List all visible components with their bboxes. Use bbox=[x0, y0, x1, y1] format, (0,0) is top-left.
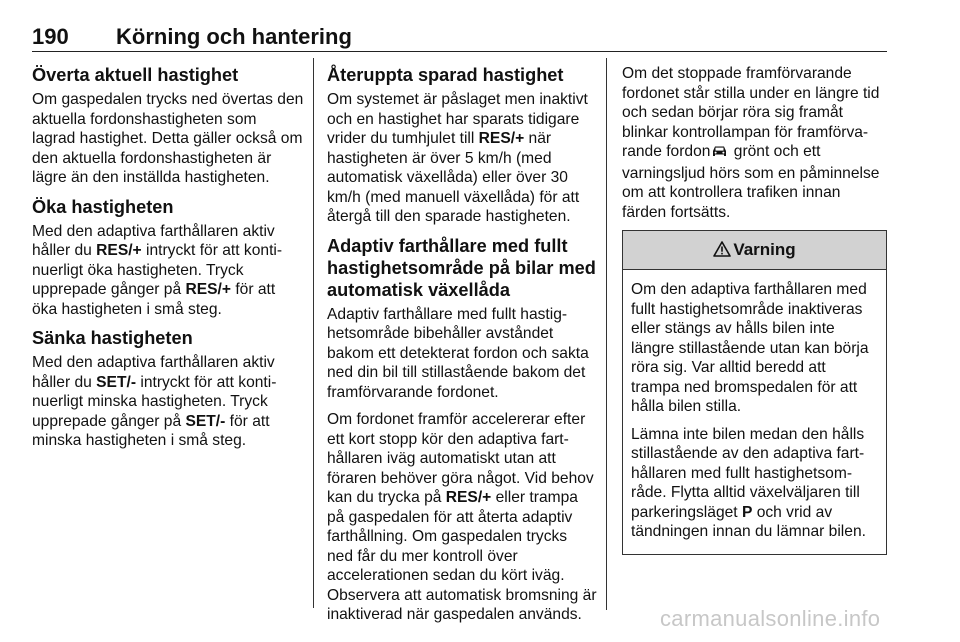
section-heading: Adaptiv farthållare med fullt hastighetsområde på bilar med automatisk växellåda bbox=[327, 235, 596, 300]
section-resume-speed bbox=[327, 64, 597, 227]
column-divider-2 bbox=[606, 58, 607, 610]
section-paragraph bbox=[327, 90, 597, 227]
section-increase-speed bbox=[32, 196, 304, 320]
text-run: och vrid av tändningen innan du lämnar bilen. bbox=[631, 503, 866, 540]
control-label: RES/+ bbox=[185, 281, 231, 298]
text-run: Om systemet är påslaget men inaktivt och en hastighet har sparats tidigare vrider du tumhjulet till bbox=[327, 91, 588, 147]
column-2 bbox=[327, 64, 597, 633]
warning-box bbox=[622, 230, 887, 555]
section-heading: Överta aktuell hastighet bbox=[32, 65, 239, 85]
text-run: för att minska hastigheten i små steg. bbox=[32, 412, 270, 449]
column-1 bbox=[32, 64, 304, 459]
text-run: Om fordonet framför accelererar efter ett kort stopp kör den adaptiva fart-hållaren iväg automatiskt utan att föraren behöver göra något. Vid behov kan du trycka på bbox=[327, 411, 594, 506]
text-run: för att öka hastigheten i små steg. bbox=[32, 281, 276, 318]
text-run: grönt och ett varningsljud hörs som en påminnelse om att kontrollera trafiken innan färden fortsätts. bbox=[622, 143, 880, 221]
section-heading: Sänka hastigheten bbox=[32, 328, 193, 348]
control-label: SET/- bbox=[96, 373, 137, 391]
section-take-over-speed bbox=[32, 64, 304, 188]
vehicle-ahead-icon bbox=[712, 144, 727, 164]
section-paragraph bbox=[32, 353, 304, 451]
control-label: SET/- bbox=[185, 412, 226, 430]
warning-paragraph bbox=[631, 425, 878, 542]
text-run: intryckt för att konti-nuerligt minska hastigheten. Tryck upprepade gånger på bbox=[32, 373, 277, 430]
section-full-speed-range bbox=[327, 235, 597, 625]
header-divider bbox=[32, 51, 887, 52]
section-paragraph bbox=[622, 64, 887, 222]
section-heading: Öka hastigheten bbox=[32, 196, 174, 217]
section-paragraph bbox=[32, 222, 304, 320]
section-paragraph bbox=[327, 410, 597, 625]
text-run: Med den adaptiva farthållaren aktiv håller du bbox=[32, 354, 275, 391]
column-divider-1 bbox=[313, 58, 314, 608]
chapter-title: Körning och hantering bbox=[116, 24, 352, 49]
control-label: RES/+ bbox=[445, 489, 492, 506]
text-run: intryckt för att konti-nuerligt öka hastigheten. Tryck upprepade gånger på bbox=[32, 242, 283, 298]
section-decrease-speed bbox=[32, 327, 304, 451]
warning-paragraph: Om den adaptiva farthållaren med fullt hastighetsområde inaktiveras eller stängs av hålls bilen inte längre stillastående utan kan börja röra sig. Var alltid beredd att trampa ned bromspedalen för att hålla bilen stilla. bbox=[631, 281, 869, 415]
control-label: P bbox=[741, 503, 753, 521]
control-label: RES/+ bbox=[96, 242, 142, 259]
warning-triangle-icon bbox=[713, 233, 731, 271]
text-run: Med den adaptiva farthållaren aktiv håller du bbox=[32, 222, 275, 259]
watermark: carmanualsonline.info bbox=[660, 606, 881, 631]
page-header bbox=[32, 24, 887, 50]
section-paragraph: Adaptiv farthållare med fullt hastig-hetsområde bibehåller avståndet bakom ett detekterat fordon och sakta ned din bil till stillastående bakom det framförvarande fordonet. bbox=[327, 305, 589, 401]
section-paragraph: Om gaspedalen trycks ned övertas den aktuella fordonshastigheten som lagrad hastighet. Detta gäller också om den aktuella fordonshastigheten är lägre än den inställda hastigheten. bbox=[32, 91, 304, 186]
text-run: Om det stoppade framförvarande fordonet står stilla under en längre tid och sedan börjar röra sig framåt blinkar kontrollampan för framförva-rande fordon bbox=[622, 65, 880, 160]
column-3 bbox=[622, 64, 887, 555]
text-run: när hastigheten är över 5 km/h (med automatisk växellåda) eller över 30 km/h (med manuell växellåda) för att återgå till den sparade hastigheten. bbox=[327, 130, 580, 225]
page-number: 190 bbox=[32, 24, 69, 49]
warning-title: Varning bbox=[733, 240, 796, 259]
control-label: RES/+ bbox=[478, 130, 525, 147]
text-run: eller trampa på gaspedalen för att återta adaptiv farthållning. Om gaspedalen trycks ned får du mer kontroll över accelerationen sedan du kört iväg. Observera att automatisk bromsning är inaktiverad när gaspedalen används. bbox=[327, 489, 597, 623]
warning-body bbox=[623, 270, 886, 554]
text-run: Lämna inte bilen medan den hålls stillastående av den adaptiva fart-hållaren med fullt hastighetsom-råde. Flytta alltid växelväljaren till parkeringsläget bbox=[631, 425, 865, 521]
warning-header bbox=[623, 231, 886, 270]
section-heading: Återuppta sparad hastighet bbox=[327, 65, 564, 85]
